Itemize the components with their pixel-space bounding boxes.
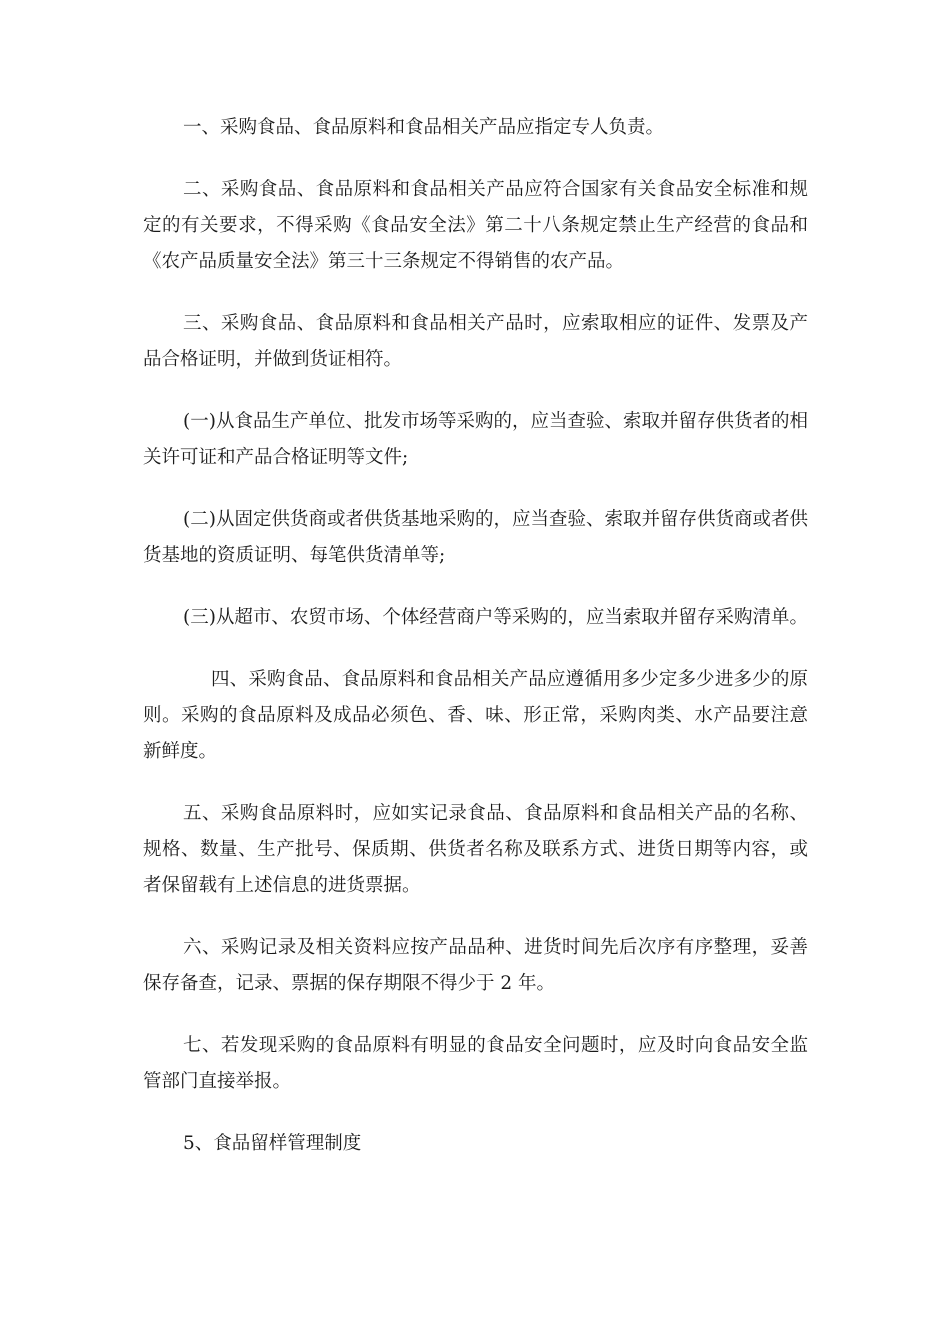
paragraph-3-item-1: (一)从食品生产单位、批发市场等采购的，应当查验、索取并留存供货者的相关许可证和产品合格证明等文件;	[143, 411, 808, 468]
paragraph-7: 七、若发现采购的食品原料有明显的食品安全问题时，应及时向食品安全监管部门直接举报。	[143, 1035, 808, 1092]
paragraph-3-item-3: (三)从超市、农贸市场、个体经营商户等采购的，应当索取并留存采购清单。	[183, 607, 808, 628]
paragraph-5: 五、采购食品原料时，应如实记录食品、食品原料和食品相关产品的名称、规格、数量、生产批号、保质期、供货者名称及联系方式、进货日期等内容，或者保留载有上述信息的进货票据。	[143, 803, 808, 896]
paragraph-6: 六、采购记录及相关资料应按产品品种、进货时间先后次序有序整理，妥善保存备查，记录、票据的保存期限不得少于 2 年。	[143, 937, 808, 994]
paragraph-3: 三、采购食品、食品原料和食品相关产品时，应索取相应的证件、发票及产品合格证明，并做到货证相符。	[143, 313, 808, 370]
paragraph-4: 四、采购食品、食品原料和食品相关产品应遵循用多少定多少进多少的原则。采购的食品原料及成品必须色、香、味、形正常，采购肉类、水产品要注意新鲜度。	[143, 669, 808, 762]
document-body	[143, 110, 808, 1188]
paragraph-1: 一、采购食品、食品原料和食品相关产品应指定专人负责。	[183, 117, 665, 138]
section-heading: 5、食品留样管理制度	[183, 1133, 362, 1154]
paragraph-2: 二、采购食品、食品原料和食品相关产品应符合国家有关食品安全标准和规定的有关要求，不得采购《食品安全法》第二十八条规定禁止生产经营的食品和《农产品质量安全法》第三十三条规定不得销售的农产品。	[143, 179, 808, 272]
paragraph-3-item-2: (二)从固定供货商或者供货基地采购的，应当查验、索取并留存供货商或者供货基地的资质证明、每笔供货清单等;	[143, 509, 808, 566]
